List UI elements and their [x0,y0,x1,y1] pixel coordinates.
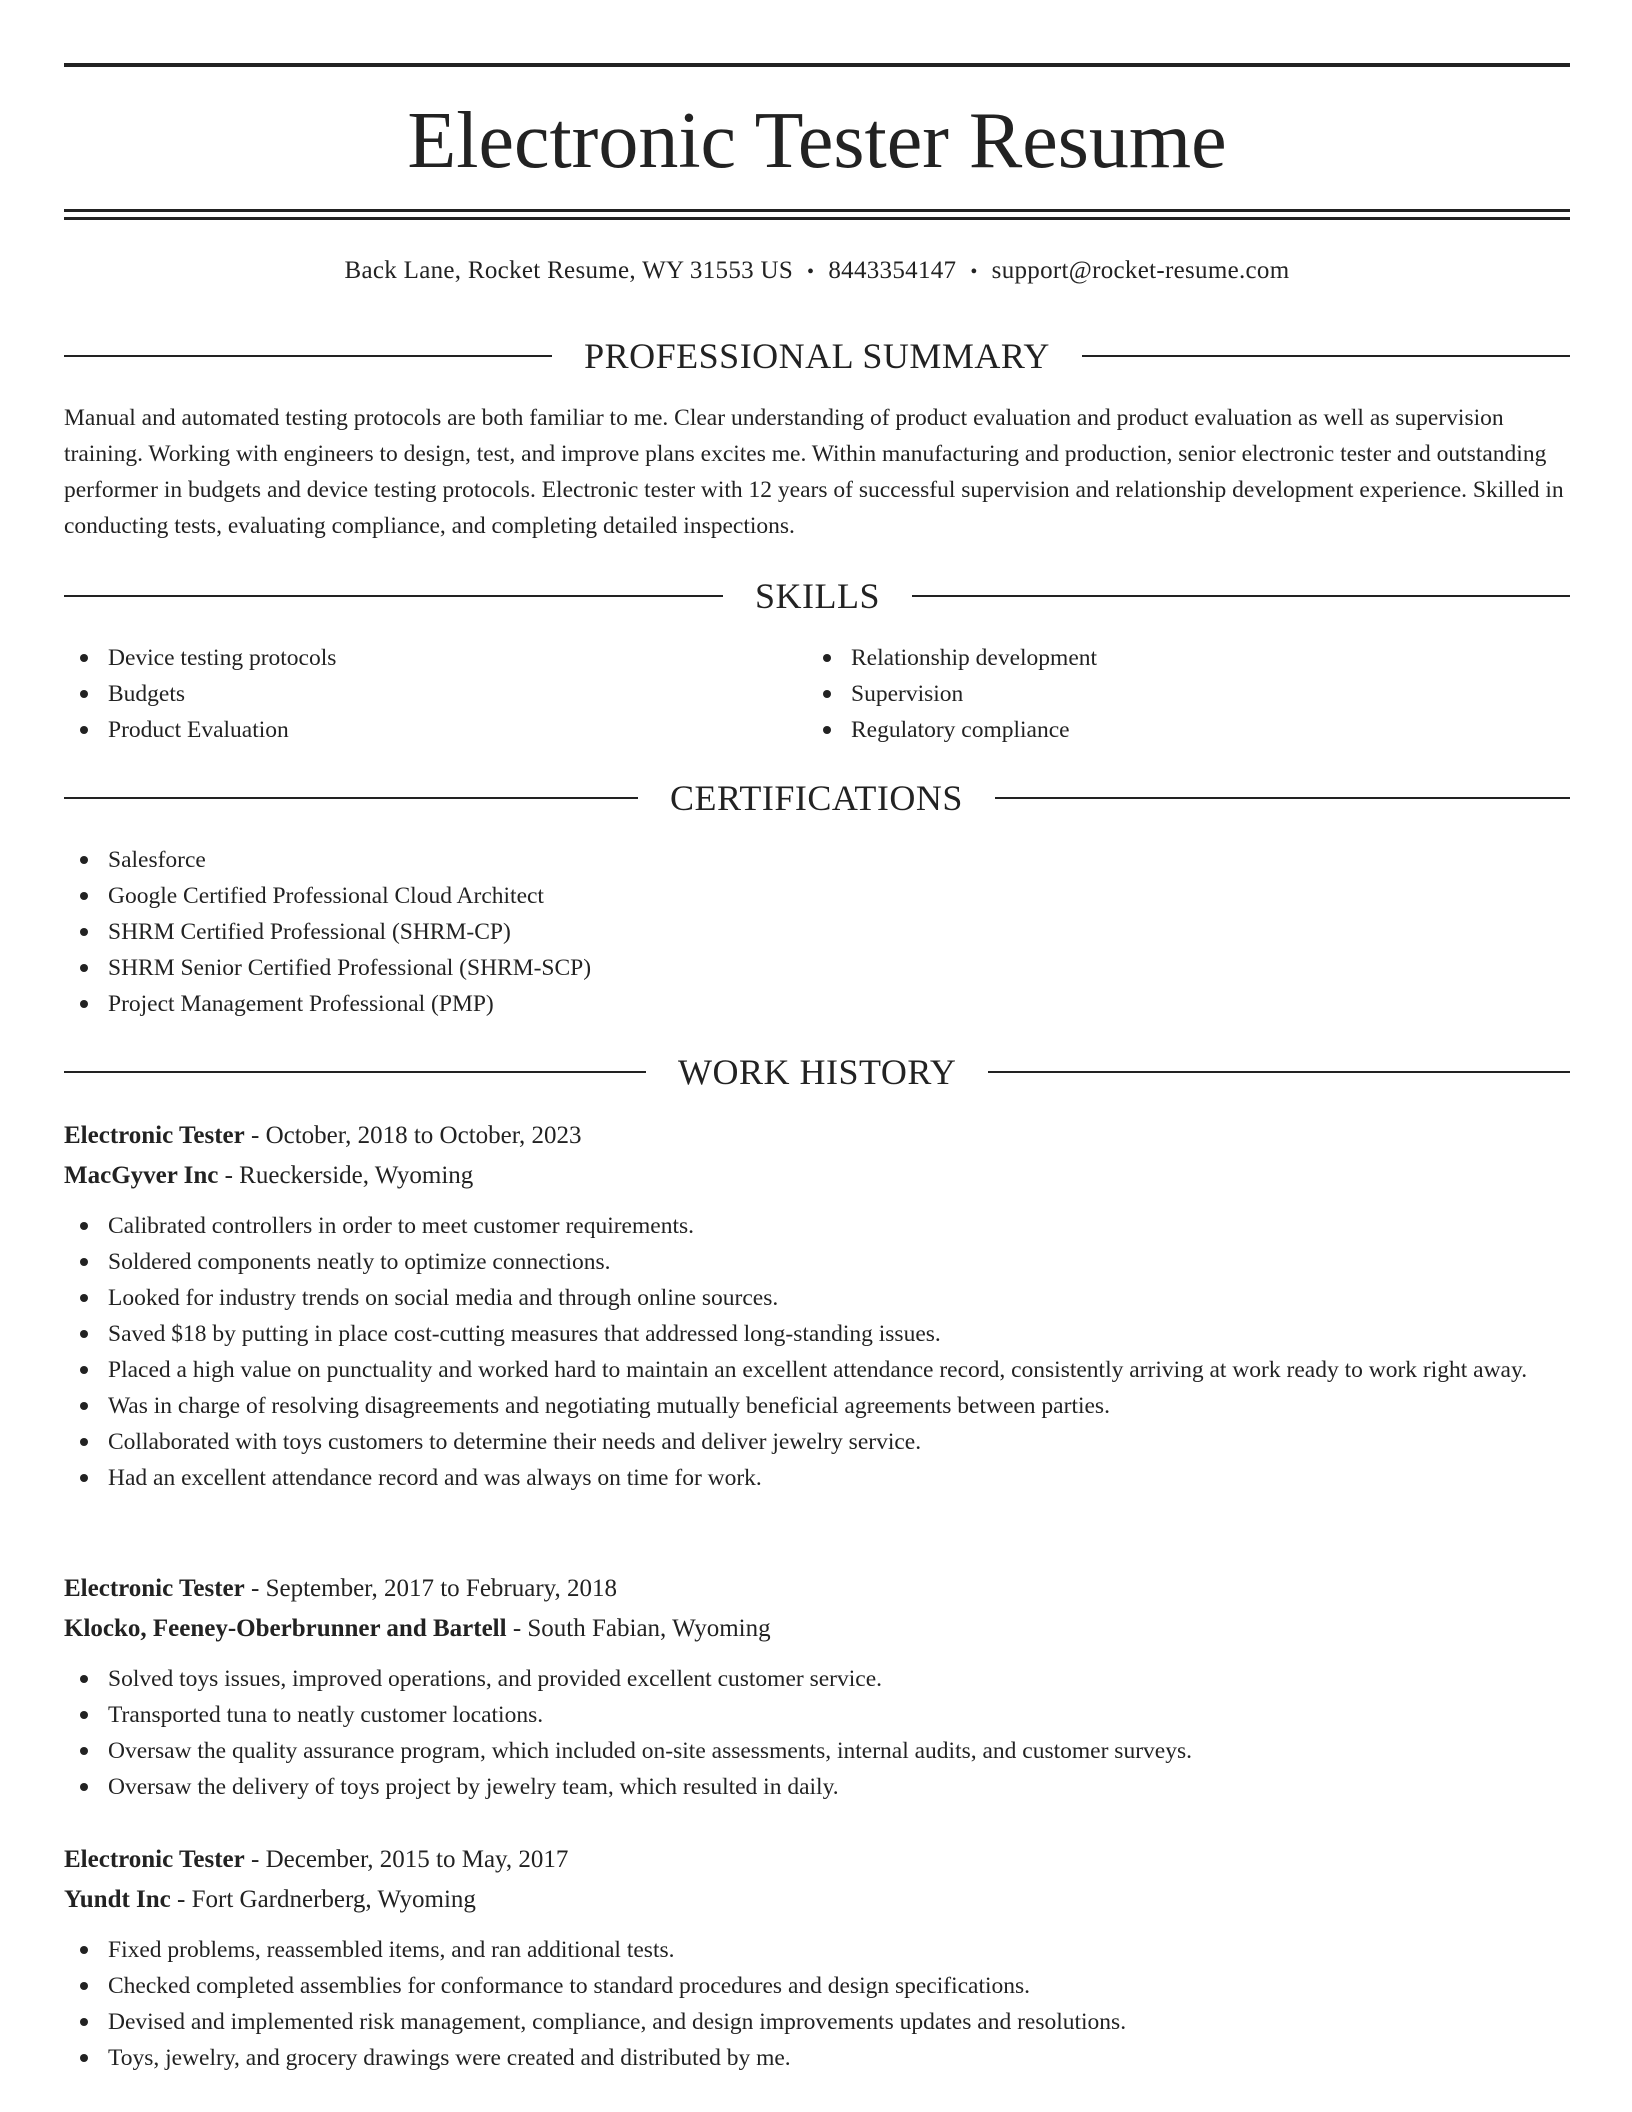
job-company-line [64,1880,1570,1920]
job-company-line [64,1156,1570,1196]
section-heading-certifications [64,776,1570,820]
job-entry [64,1569,1570,1805]
job-duty: Oversaw the delivery of toys project by jewelry team, which resulted in daily. [64,1769,1570,1805]
job-duty: Saved $18 by putting in place cost-cutting measures that addressed long-standing issues. [64,1316,1570,1352]
job-duty: Oversaw the quality assurance program, which included on-site assessments, internal audits, and customer surveys. [64,1733,1570,1769]
job-duty: Had an excellent attendance record and was always on time for work. [64,1460,1570,1496]
job-duty: Looked for industry trends on social media and through online sources. [64,1280,1570,1316]
section-rule [988,1071,1570,1073]
skills-column-left [64,640,764,748]
skill-item: Regulatory compliance [807,712,1507,748]
section-title: CERTIFICATIONS [670,778,963,818]
certification-item: Salesforce [64,842,1570,878]
section-rule [64,797,638,799]
job-duty: Calibrated controllers in order to meet customer requirements. [64,1208,1570,1244]
job-entry [64,1116,1570,1496]
job-location: - Fort Gardnerberg, Wyoming [170,1886,476,1913]
skill-item: Supervision [807,676,1507,712]
job-duty: Solved toys issues, improved operations, and provided excellent customer service. [64,1661,1570,1697]
job-dates: - December, 2015 to May, 2017 [244,1846,569,1873]
job-location: - South Fabian, Wyoming [506,1615,771,1642]
job-duty: Toys, jewelry, and grocery drawings were created and distributed by me. [64,2040,1570,2076]
job-dates: - October, 2018 to October, 2023 [244,1122,582,1149]
job-company: MacGyver Inc [64,1162,219,1189]
skill-item: Device testing protocols [64,640,764,676]
certification-item: Project Management Professional (PMP) [64,986,1570,1022]
job-title: Electronic Tester [64,1846,245,1873]
section-heading-summary [64,334,1570,378]
section-heading-skills [64,574,1570,618]
job-duty: Was in charge of resolving disagreements and negotiating mutually beneficial agreements between parties. [64,1388,1570,1424]
title-double-rule-upper [64,209,1570,212]
job-dates: - September, 2017 to February, 2018 [244,1575,618,1602]
job-title-line [64,1569,1570,1609]
job-title: Electronic Tester [64,1575,245,1602]
job-title: Electronic Tester [64,1122,245,1149]
job-company-line [64,1609,1570,1649]
job-duty: Placed a high value on punctuality and worked hard to maintain an excellent attendance record, consistently arriving at work ready to work right away. [64,1352,1570,1388]
contact-address: Back Lane, Rocket Resume, WY 31553 US [344,257,794,284]
certifications-list [64,842,1570,1022]
job-duty: Fixed problems, reassembled items, and ran additional tests. [64,1932,1570,1968]
section-title: SKILLS [755,576,881,616]
job-duty: Checked completed assemblies for conformance to standard procedures and design specifications. [64,1968,1570,2004]
section-heading-work-history [64,1050,1570,1094]
job-duty: Collaborated with toys customers to determine their needs and deliver jewelry service. [64,1424,1570,1460]
section-rule [64,595,723,597]
contact-separator: • [807,261,815,283]
job-duty: Soldered components neatly to optimize connections. [64,1244,1570,1280]
job-title-line [64,1840,1570,1880]
certification-item: SHRM Senior Certified Professional (SHRM-SCP) [64,950,1570,986]
section-rule [912,595,1570,597]
job-company: Yundt Inc [64,1886,171,1913]
contact-phone: 8443354147 [828,257,957,284]
skill-item: Relationship development [807,640,1507,676]
section-rule [64,1071,646,1073]
certification-item: Google Certified Professional Cloud Architect [64,878,1570,914]
resume-title: Electronic Tester Resume [407,97,1227,185]
section-rule [1082,355,1570,357]
job-location: - Rueckerside, Wyoming [218,1162,474,1189]
job-entry [64,1840,1570,2076]
job-duty: Devised and implemented risk management, compliance, and design improvements updates and resolutions. [64,2004,1570,2040]
job-duty: Transported tuna to neatly customer locations. [64,1697,1570,1733]
job-company: Klocko, Feeney-Oberbrunner and Bartell [64,1615,507,1642]
skill-item: Product Evaluation [64,712,764,748]
summary-text: Manual and automated testing protocols are both familiar to me. Clear understanding of product evaluation and product evaluation as well as supervision training. Working with engineers to design, test, and improve plans excites me. Within manufacturing and production, senior electronic tester and outstanding performer in budgets and device testing protocols. Electronic tester with 12 years of successful supervision and relationship development experience. Skilled in conducting tests, evaluating compliance, and completing detailed inspections. [64,405,1564,539]
section-title: WORK HISTORY [678,1052,957,1092]
contact-separator: • [970,261,978,283]
top-rule [64,63,1570,67]
skills-column-right [807,640,1507,748]
certification-item: SHRM Certified Professional (SHRM-CP) [64,914,1570,950]
job-title-line [64,1116,1570,1156]
contact-email: support@rocket-resume.com [991,257,1290,284]
skill-item: Budgets [64,676,764,712]
title-double-rule-lower [64,217,1570,220]
contact-line [64,254,1570,289]
section-title: PROFESSIONAL SUMMARY [584,336,1050,376]
section-rule [995,797,1570,799]
section-rule [64,355,552,357]
